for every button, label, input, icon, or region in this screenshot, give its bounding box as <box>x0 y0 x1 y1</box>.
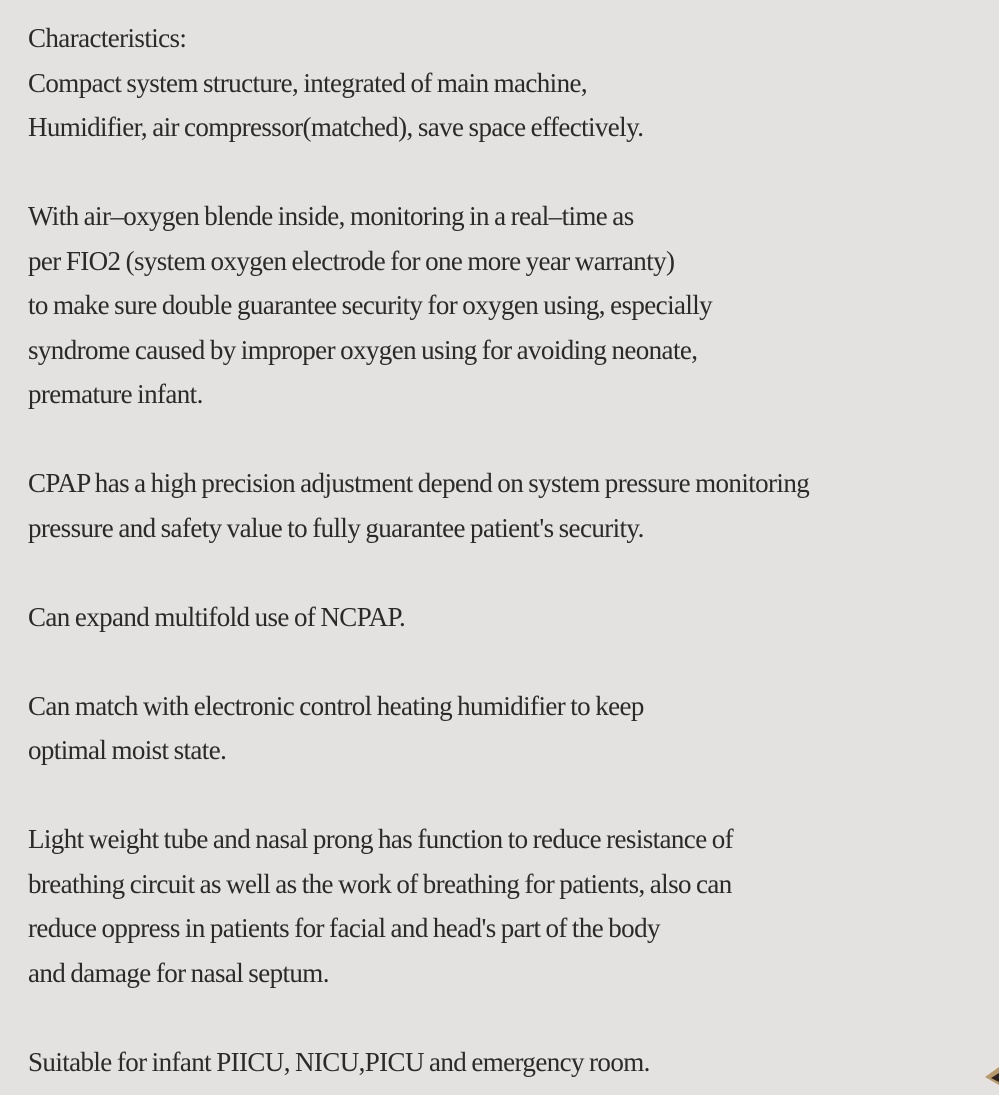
characteristics-document <box>28 16 993 1084</box>
text-line: CPAP has a high precision adjustment depend on system pressure monitoring <box>28 468 810 498</box>
star-corner-icon <box>979 1063 999 1087</box>
text-line: per FIO2 (system oxygen electrode for one more year warranty) <box>28 245 675 276</box>
text-line: With air–oxygen blende inside, monitoring in a real–time as <box>28 201 634 231</box>
paragraph-suitable-for <box>28 1040 993 1085</box>
paragraph-air-oxygen-blender <box>28 194 993 417</box>
text-line: Compact system structure, integrated of main machine, <box>28 67 588 98</box>
text-line: optimal moist state. <box>28 735 227 765</box>
paragraph-gap <box>28 550 993 595</box>
text-line: Light weight tube and nasal prong has function to reduce resistance of <box>28 824 734 854</box>
paragraph-gap <box>28 773 993 818</box>
text-line: and damage for nasal septum. <box>28 957 329 988</box>
text-line: Suitable for infant PIICU, NICU,PICU and emergency room. <box>28 1046 650 1077</box>
text-line: Humidifier, air compressor(matched), save space effectively. <box>28 112 644 142</box>
text-line: to make sure double guarantee security for oxygen using, especially <box>28 290 713 320</box>
text-line: pressure and safety value to fully guarantee patient's security. <box>28 512 644 543</box>
text-line: Can match with electronic control heating humidifier to keep <box>28 690 644 721</box>
paragraph-gap <box>28 150 993 195</box>
characteristics-heading: Characteristics: <box>28 23 187 53</box>
paragraph-compact-structure <box>28 61 993 150</box>
text-line: Can expand multifold use of NCPAP. <box>28 601 406 632</box>
paragraph-gap <box>28 995 993 1040</box>
text-line: breathing circuit as well as the work of breathing for patients, also can <box>28 868 732 899</box>
paragraph-nasal-prong <box>28 817 993 995</box>
text-line: premature infant. <box>28 379 203 409</box>
paragraph-gap <box>28 417 993 462</box>
paragraph-ncpap <box>28 595 993 640</box>
paragraph-humidifier <box>28 684 993 773</box>
text-line: syndrome caused by improper oxygen using for avoiding neonate, <box>28 334 698 365</box>
paragraph-cpap-precision <box>28 461 993 550</box>
text-line: reduce oppress in patients for facial and head's part of the body <box>28 913 660 943</box>
paragraph-gap <box>28 639 993 684</box>
